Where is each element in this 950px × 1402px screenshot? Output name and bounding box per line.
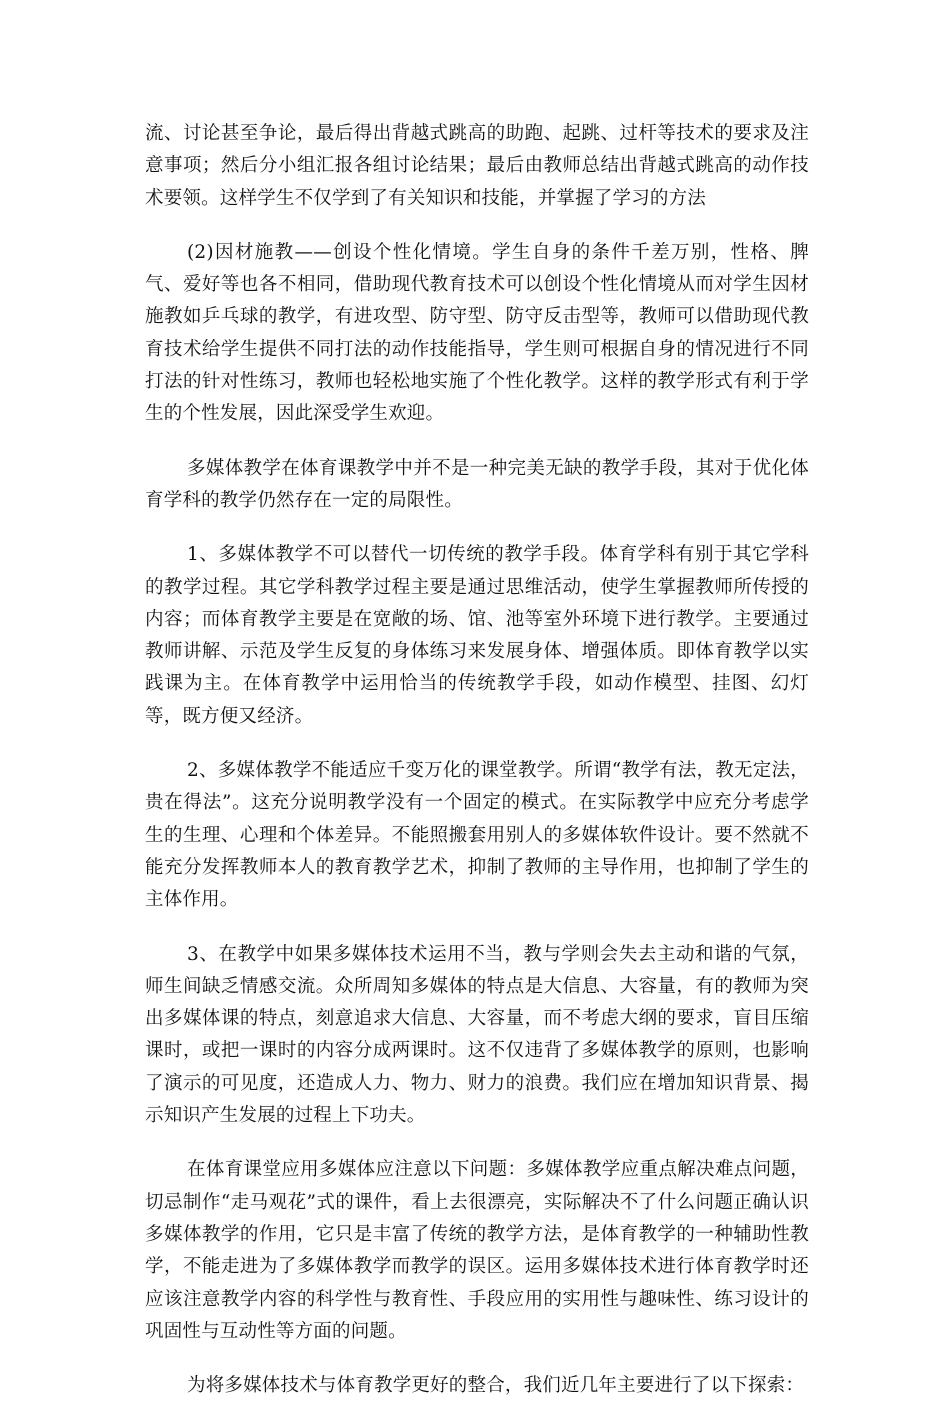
paragraph-spacer bbox=[145, 431, 809, 453]
paragraph-spacer bbox=[145, 1348, 809, 1370]
paragraph-exploration-intro: 为将多媒体技术与体育教学更好的整合，我们近几年主要进行了以下探索： bbox=[187, 1375, 805, 1397]
paragraph-considerations: 在体育课堂应用多媒体应注意以下问题：多媒体教学应重点解决难点问题，切忌制作“走马观花”式的课件，看上去很漂亮，实际解决不了什么问题正确认识多媒体教学的作用，它只是丰富了传统的教学方法，是体育教学的一种辅助性教学，不能走进为了多媒体教学而教学的误区。运用多媒体技术进行体育教学时还应该注意教学内容的科学性与教育性、手段应用的实用性与趣味性、练习设计的巩固性与互动性等方面的问题。 bbox=[145, 1159, 809, 1342]
paragraph-continuation: 流、讨论甚至争论，最后得出背越式跳高的助跑、起跳、过杆等技术的要求及注意事项；然后分小组汇报各组讨论结果；最后由教师总结出背越式跳高的动作技术要领。这样学生不仅学到了有关知识和技能，并掌握了学习的方法 bbox=[145, 123, 809, 209]
paragraph-spacer bbox=[145, 1132, 809, 1154]
paragraph-spacer bbox=[145, 733, 809, 755]
paragraph-limitation-1: 1、多媒体教学不可以替代一切传统的教学手段。体育学科有别于其它学科的教学过程。其它学科教学过程主要是通过思维活动，使学生掌握教师所传授的内容；而体育教学主要是在宽敞的场、馆、池等室外环境下进行教学。主要通过教师讲解、示范及学生反复的身体练习来发展身体、增强体质。即体育教学以实践课为主。在体育教学中运用恰当的传统教学手段，如动作模型、挂图、幻灯等，既方便又经济。 bbox=[145, 544, 809, 727]
paragraph-spacer bbox=[145, 517, 809, 539]
paragraph-spacer bbox=[145, 917, 809, 939]
document-body bbox=[145, 118, 809, 1402]
paragraph-limitation-3: 3、在教学中如果多媒体技术运用不当，教与学则会失去主动和谐的气氛，师生间缺乏情感交流。众所周知多媒体的特点是大信息、大容量，有的教师为突出多媒体课的特点，刻意追求大信息、大容量，而不考虑大纲的要求，盲目压缩课时，或把一课时的内容分成两课时。这不仅违背了多媒体教学的原则，也影响了演示的可见度，还造成人力、物力、财力的浪费。我们应在增加知识背景、揭示知识产生发展的过程上下功夫。 bbox=[145, 943, 809, 1127]
paragraph-limitations-intro: 多媒体教学在体育课教学中并不是一种完美无缺的教学手段，其对于优化体育学科的教学仍然存在一定的局限性。 bbox=[145, 457, 809, 511]
paragraph-individualized-teaching: (2)因材施教——创设个性化情境。学生自身的条件千差万别，性格、脾气、爱好等也各不相同，借助现代教育技术可以创设个性化情境从而对学生因材施教如乒乓球的教学，有进攻型、防守型、防守反击型等，教师可以借助现代教育技术给学生提供不同打法的动作技能指导，学生则可根据自身的情况进行不同打法的针对性练习，教师也轻松地实施了个性化教学。这样的教学形式有利于学生的个性发展，因此深受学生欢迎。 bbox=[145, 241, 809, 425]
paragraph-spacer bbox=[145, 215, 809, 237]
paragraph-limitation-2: 2、多媒体教学不能适应千变万化的课堂教学。所谓“教学有法，教无定法，贵在得法”。这充分说明教学没有一个固定的模式。在实际教学中应充分考虑学生的生理、心理和个体差异。不能照搬套用别人的多媒体软件设计。要不然就不能充分发挥教师本人的教育教学艺术，抑制了教师的主导作用，也抑制了学生的主体作用。 bbox=[145, 760, 809, 911]
